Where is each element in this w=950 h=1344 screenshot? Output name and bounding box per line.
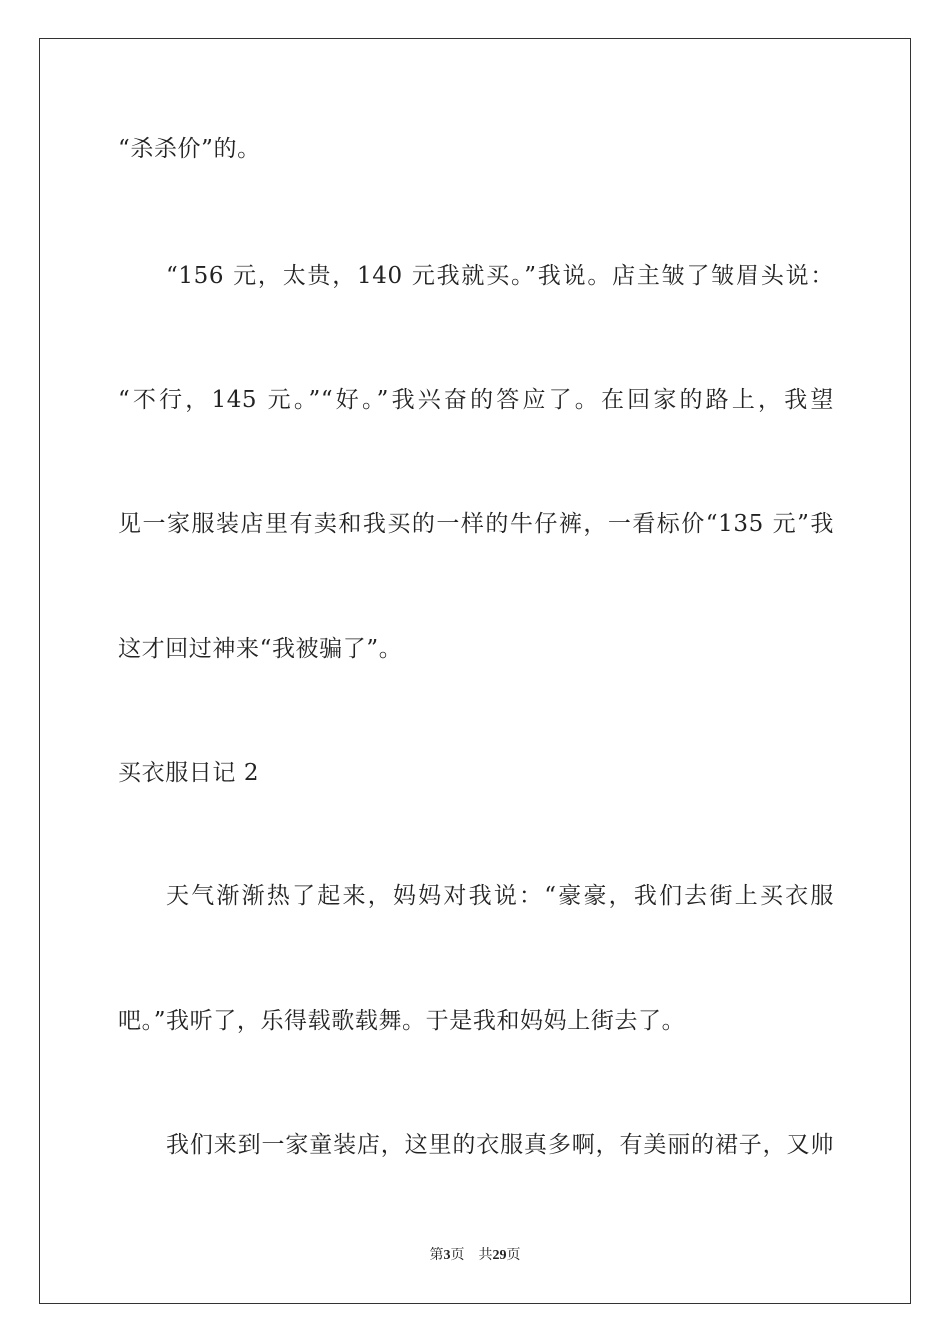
section-heading: 买衣服日记 2 xyxy=(118,760,260,786)
body-text-line: “156 元，太贵，140 元我就买。”我说。店主皱了皱眉头说： xyxy=(166,263,834,289)
body-text-line: 这才回过神来“我被骗了”。 xyxy=(118,636,403,662)
body-text-line: 见一家服装店里有卖和我买的一样的牛仔裤，一看标价“135 元”我 xyxy=(118,511,834,537)
page-number: 3 xyxy=(443,1248,451,1263)
page-border xyxy=(39,38,911,1304)
body-text-line: 天气渐渐热了起来，妈妈对我说：“豪豪，我们去街上买衣服 xyxy=(166,883,834,909)
body-text-line: 我们来到一家童装店，这里的衣服真多啊，有美丽的裙子，又帅 xyxy=(166,1132,834,1158)
total-prefix: 共 xyxy=(478,1248,493,1263)
body-text-line: “杀杀价”的。 xyxy=(118,136,261,162)
total-suffix: 页 xyxy=(506,1248,521,1263)
page-suffix: 页 xyxy=(450,1248,465,1263)
body-text-line: “不行，145 元。”“好。”我兴奋的答应了。在回家的路上，我望 xyxy=(118,387,834,413)
page-prefix: 第 xyxy=(429,1248,444,1263)
total-pages: 29 xyxy=(492,1248,507,1263)
page-footer xyxy=(0,1247,950,1265)
body-text-line: 吧。”我听了，乐得载歌载舞。于是我和妈妈上街去了。 xyxy=(118,1008,686,1034)
